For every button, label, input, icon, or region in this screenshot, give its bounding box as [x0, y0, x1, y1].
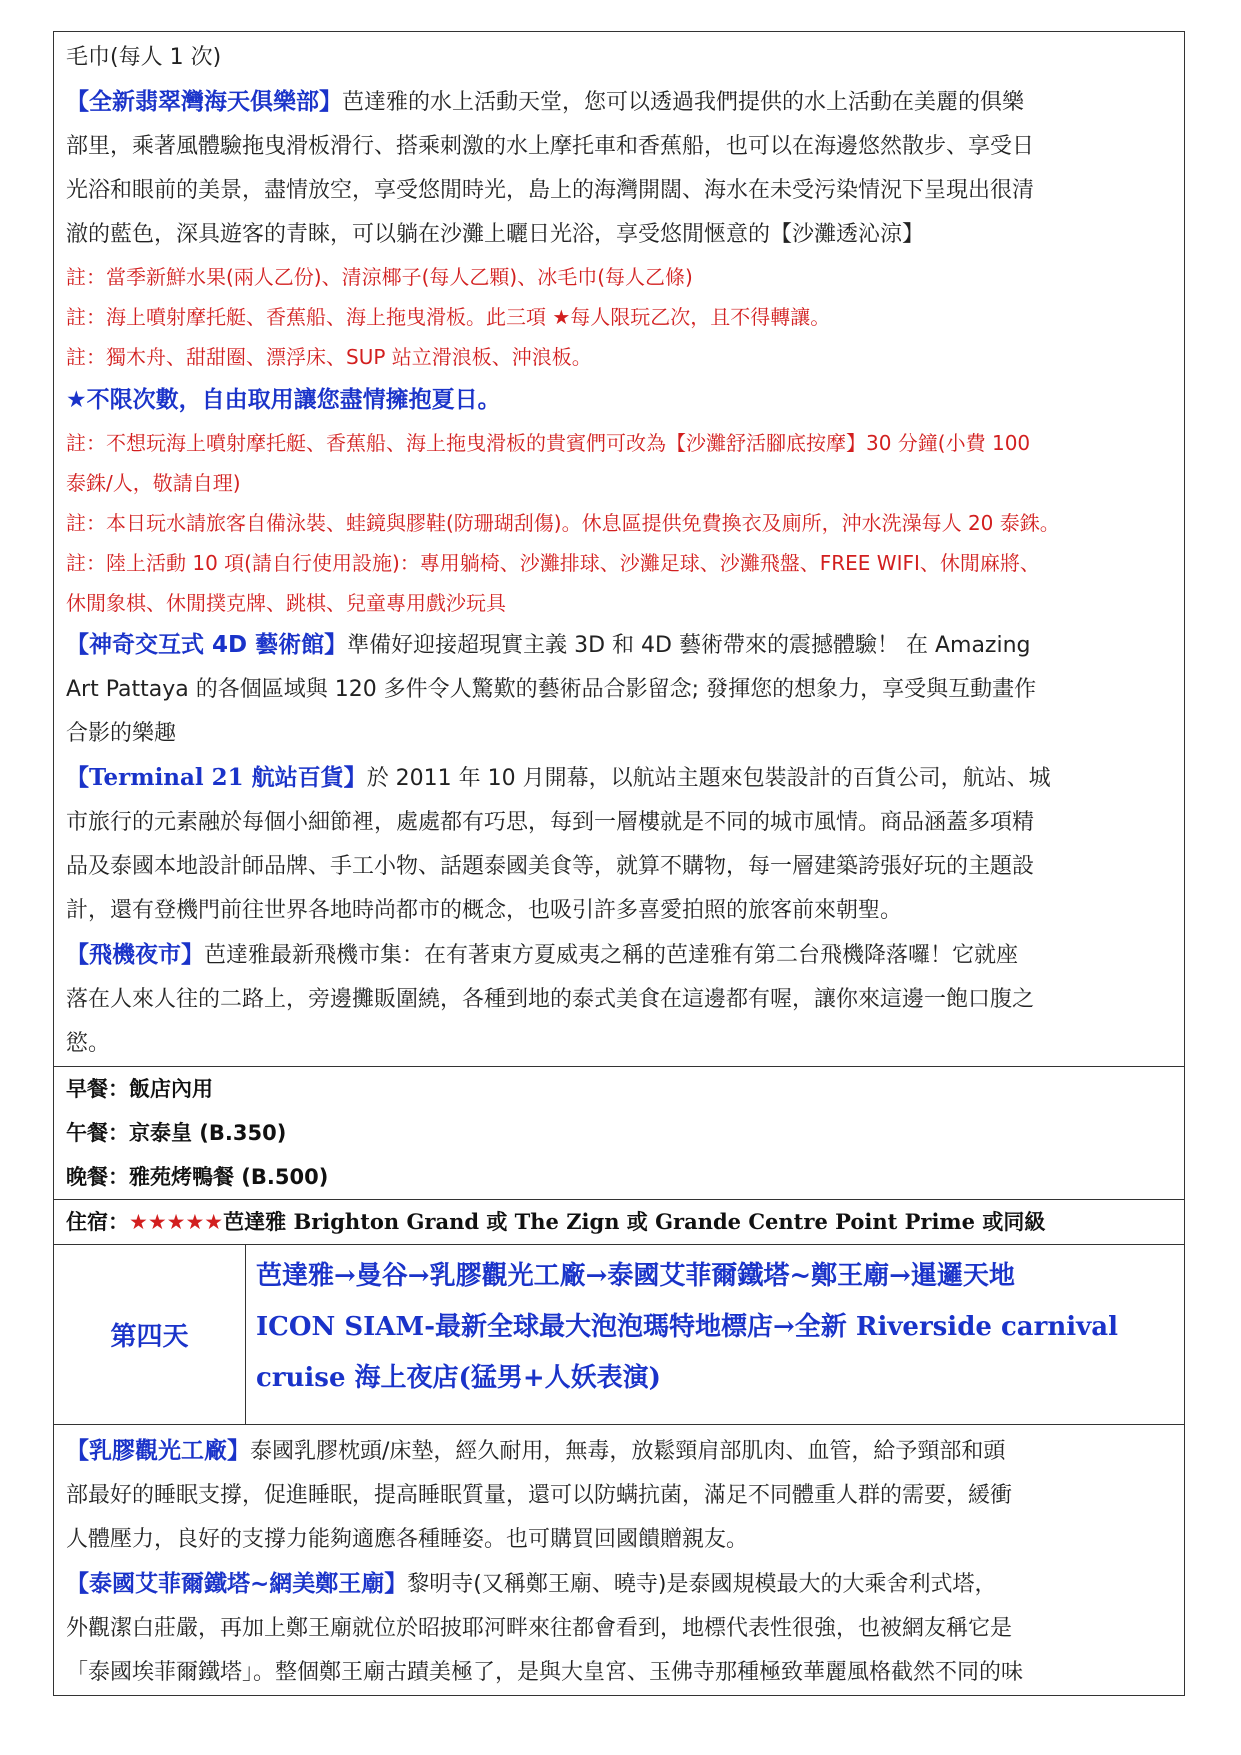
note-line: 註：當季新鮮水果(兩人乙份)、清涼椰子(每人乙顆)、冰毛巾(每人乙條) — [66, 265, 693, 289]
note-line: 泰銖/人，敬請自理) — [66, 471, 241, 495]
note-line: 註：本日玩水請旅客自備泳裝、蛙鏡與膠鞋(防珊瑚刮傷)。休息區提供免費換衣及廁所，沖水洗澡每人 20 泰銖。 — [66, 511, 1060, 535]
terminal21-heading: 【Terminal 21 航站百貨】 — [66, 764, 367, 791]
activities-section — [54, 32, 1184, 1067]
emerald-bay-heading: 【全新翡翠灣海天俱樂部】 — [66, 89, 342, 115]
meals-section — [54, 1067, 1184, 1200]
wat-arun-heading: 【泰國艾菲爾鐵塔~網美鄭王廟】 — [66, 1571, 408, 1597]
hotel-section — [54, 1200, 1184, 1245]
wat-arun-paragraph: 【泰國艾菲爾鐵塔~網美鄭王廟】黎明寺(又稱鄭王廟、曉寺)是泰國規模最大的大乘舍利式塔， 外觀潔白莊嚴，再加上鄭王廟就位於昭披耶河畔來往都會看到，地標代表性很強，也被網友稱它是 「泰國埃菲爾鐵塔」。整個鄭王廟古蹟美極了，是與大皇宮、玉佛寺那種極致華麗風格截然不同的味 — [66, 1571, 1024, 1685]
note-line: 註：獨木舟、甜甜圈、漂浮床、SUP 站立滑浪板、沖浪板。 — [66, 345, 592, 369]
day4-header-row — [54, 1245, 1184, 1425]
hotel-line: 住宿：★★★★★芭達雅 Brighton Grand 或 The Zign 或 Grande Centre Point Prime 或同級 — [66, 1209, 1046, 1234]
note-line: 註：不想玩海上噴射摩托艇、香蕉船、海上拖曳滑板的貴賓們可改為【沙灘舒活腳底按摩】30 分鐘(小費 100 — [66, 431, 1031, 455]
breakfast-line: 早餐：飯店內用 — [66, 1077, 213, 1101]
terminal21-paragraph: 【Terminal 21 航站百貨】於 2011 年 10 月開幕，以航站主題來包裝設計的百貨公司，航站、城 市旅行的元素融於每個小細節裡，處處都有巧思，每到一層樓就是不同的城市風情。商品涵蓋多項精 品及泰國本地設計師品牌、手工小物、話題泰國美食等，就算不購物，每一層建築誇張好玩的主題設 計，還有登機門前往世界各地時尚都市的概念，也吸引許多喜愛拍照的旅客前來朝聖。 — [66, 764, 1051, 923]
day4-route-title: 芭達雅→曼谷→乳膠觀光工廠→泰國艾菲爾鐵塔~鄭王廟→暹邏天地 ICON SIAM-最新全球最大泡泡瑪特地標店→全新 Riverside carnival cruise 海上夜店(猛男+人妖表演) — [256, 1261, 1118, 1393]
star-rating: ★★★★★ — [129, 1210, 224, 1234]
latex-factory-heading: 【乳膠觀光工廠】 — [66, 1438, 250, 1464]
dinner-line: 晚餐：雅苑烤鴨餐 (B.500) — [66, 1165, 329, 1189]
note-line: 註：海上噴射摩托艇、香蕉船、海上拖曳滑板。此三項 ★每人限玩乙次，且不得轉讓。 — [66, 305, 831, 329]
latex-factory-paragraph: 【乳膠觀光工廠】泰國乳膠枕頭/床墊，經久耐用，無毒，放鬆頸肩部肌肉、血管，給予頸部和頭 部最好的睡眠支撐，促進睡眠，提高睡眠質量，還可以防螨抗菌，滿足不同體重人群的需要，緩衝 人體壓力，良好的支撐力能夠適應各種睡姿。也可購買回國饋贈親友。 — [66, 1438, 1013, 1552]
art-museum-paragraph: 【神奇交互式 4D 藝術館】準備好迎接超現實主義 3D 和 4D 藝術帶來的震撼體驗！ 在 Amazing Art Pattaya 的各個區域與 120 多件令人驚歎的藝術品合影留念; 發揮您的想象力，享受與互動畫作 合影的樂趣 — [66, 632, 1037, 746]
note-line: 註：陸上活動 10 項(請自行使用設施)：專用躺椅、沙灘排球、沙灘足球、沙灘飛盤、FREE WIFI、休閒麻將、 — [66, 551, 1040, 575]
night-market-paragraph: 【飛機夜市】芭達雅最新飛機市集：在有著東方夏威夷之稱的芭達雅有第二台飛機降落囉！它就座 落在人來人往的二路上，旁邊攤販圍繞，各種到地的泰式美食在這邊都有喔，讓你來這邊一飽口腹之 慾。 — [66, 942, 1035, 1056]
night-market-heading: 【飛機夜市】 — [66, 942, 204, 968]
art-museum-heading: 【神奇交互式 4D 藝術館】 — [66, 632, 348, 658]
itinerary-table — [53, 31, 1185, 1696]
towel-line: 毛巾(每人 1 次) — [66, 45, 222, 70]
lunch-line: 午餐：京泰皇 (B.350) — [66, 1121, 287, 1145]
note-line: 休閒象棋、休閒撲克牌、跳棋、兒童專用戲沙玩具 — [66, 591, 506, 615]
emerald-bay-paragraph: 【全新翡翠灣海天俱樂部】芭達雅的水上活動天堂，您可以透過我們提供的水上活動在美麗的俱樂 部里，乘著風體驗拖曳滑板滑行、搭乘刺激的水上摩托車和香蕉船，也可以在海邊悠然散步、享受日 光浴和眼前的美景，盡情放空，享受悠閒時光，島上的海灣開闊、海水在未受污染情況下呈現出很清 澈的藍色，深具遊客的青睞，可以躺在沙灘上曬日光浴，享受悠閒愜意的【沙灘透沁涼】 — [66, 89, 1035, 247]
day4-activities-section — [54, 1425, 1184, 1695]
unlimited-banner: ★不限次數，自由取用讓您盡情擁抱夏日。 — [66, 387, 501, 413]
day-label: 第四天 — [54, 1245, 246, 1424]
